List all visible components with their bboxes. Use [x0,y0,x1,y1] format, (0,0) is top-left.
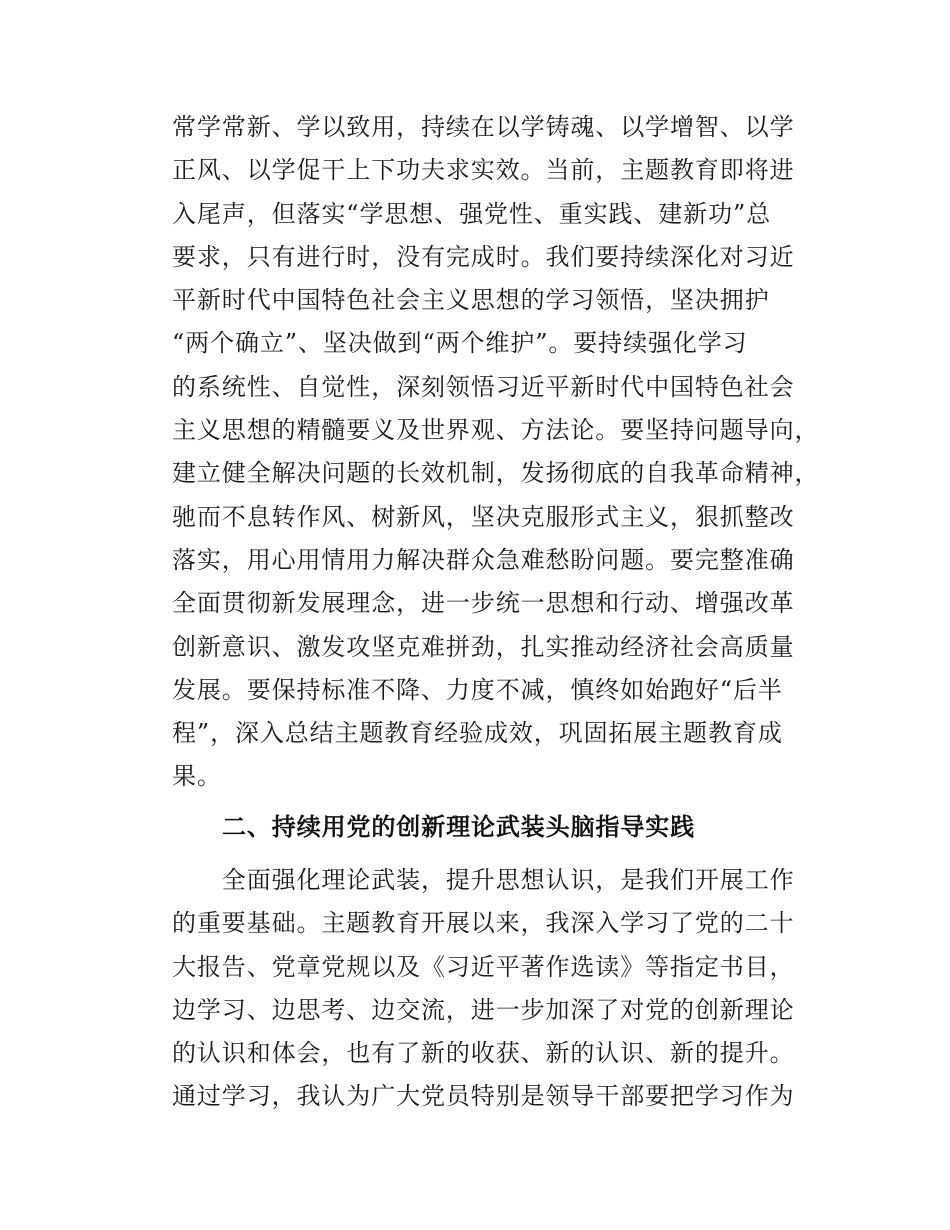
paragraph-line: 正风、以学促干上下功夫求实效。当前，主题教育即将进 [172,156,795,185]
paragraph-line: 的系统性、自觉性，深刻领悟习近平新时代中国特色社会 [172,372,795,401]
paragraph-line: 主义思想的精髓要义及世界观、方法论。要坚持问题导向， [172,416,820,445]
body-paragraph-2 [172,859,812,1119]
paragraph-line: 创新意识、激发攻坚克难拼劲，扎实推动经济社会高质量 [172,632,795,661]
paragraph-line: 的重要基础。主题教育开展以来，我深入学习了党的二十 [172,909,795,938]
paragraph-line: “两个确立”、坚决做到“两个维护”。要持续强化学习 [172,329,748,358]
paragraph-line: 平新时代中国特色社会主义思想的学习领悟，坚决拥护 [172,286,770,315]
paragraph-line: 程”，深入总结主题教育经验成效，巩固拓展主题教育成 [172,719,783,748]
body-paragraph-1 [172,106,820,799]
paragraph-line: 全面强化理论武装，提升思想认识，是我们开展工作 [172,866,795,894]
paragraph-line: 边学习、边思考、边交流，进一步加深了对党的创新理论 [172,995,795,1024]
paragraph-line: 驰而不息转作风、树新风，坚决克服形式主义，狠抓整改 [172,502,795,531]
paragraph-line: 建立健全解决问题的长效机制，发扬彻底的自我革命精神， [172,459,820,488]
section-heading: 二、持续用党的创新理论武装头脑指导实践 [222,813,696,841]
paragraph-line: 全面贯彻新发展理念，进一步统一思想和行动、增强改革 [172,589,795,618]
paragraph-line: 发展。要保持标准不降、力度不减，慎终如始跑好“后半 [172,675,783,704]
paragraph-line: 的认识和体会，也有了新的收获、新的认识、新的提升。 [172,1039,795,1068]
paragraph-line: 入尾声，但落实“学思想、强党性、重实践、建新功”总 [172,199,772,228]
paragraph-line: 常学常新、学以致用，持续在以学铸魂、以学增智、以学 [172,113,795,141]
paragraph-line: 落实，用心用情用力解决群众急难愁盼问题。要完整准确 [172,545,795,574]
paragraph-line: 通过学习，我认为广大党员特别是领导干部要把学习作为 [172,1082,795,1111]
paragraph-line: 大报告、党章党规以及《习近平著作选读》等指定书目， [172,952,795,981]
paragraph-line: 果。 [172,762,222,791]
paragraph-line: 要求，只有进行时，没有完成时。我们要持续深化对习近 [172,242,795,271]
